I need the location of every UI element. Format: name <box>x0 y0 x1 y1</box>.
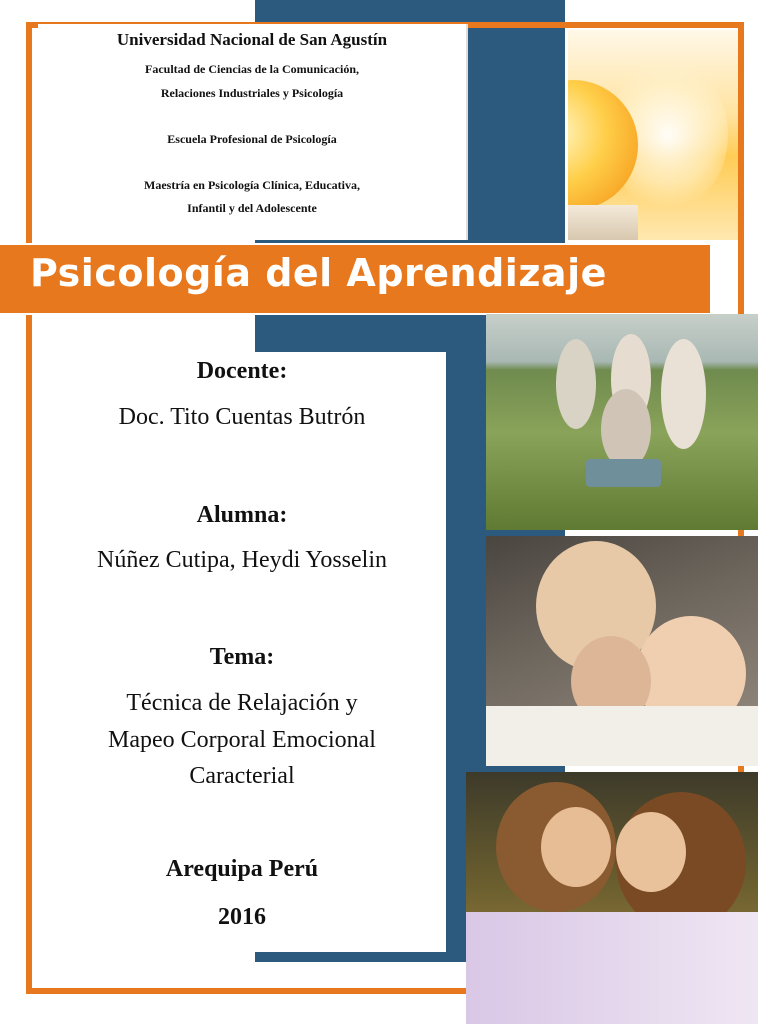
wagon-shape <box>586 459 661 487</box>
tema-line-1: Técnica de Relajación y <box>126 690 358 716</box>
alumna-label: Alumna: <box>196 502 288 528</box>
header-box <box>38 24 468 240</box>
smiling-children-photo <box>486 536 758 766</box>
girl-face <box>541 807 611 887</box>
title-banner <box>0 243 710 315</box>
child-figure <box>661 339 706 449</box>
tema-line-3: Caracterial <box>189 763 295 789</box>
docente-name: Doc. Tito Cuentas Butrón <box>118 404 366 430</box>
docente-label: Docente: <box>196 358 288 384</box>
content-box <box>38 352 446 952</box>
child-figure <box>601 389 651 469</box>
location: Arequipa Perú <box>165 856 319 882</box>
faculty-line-2: Relaciones Industriales y Psicología <box>160 86 344 100</box>
sunrise-photo <box>568 30 738 240</box>
school-name: Escuela Profesional de Psicología <box>167 132 337 146</box>
girl-face <box>616 812 686 892</box>
laughing-girls-photo <box>466 772 758 1024</box>
child-figure <box>556 339 596 429</box>
tema-label: Tema: <box>209 644 275 670</box>
clothing-shape <box>486 706 758 766</box>
clothing-shape <box>466 912 758 1024</box>
children-field-photo <box>486 314 758 530</box>
masters-line-1: Maestría en Psicología Clínica, Educativa, <box>144 178 360 192</box>
tema-line-2: Mapeo Corporal Emocional <box>108 727 376 753</box>
masters-line-2: Infantil y del Adolescente <box>187 201 317 215</box>
year: 2016 <box>218 904 266 930</box>
alumna-name: Núñez Cutipa, Heydi Yosselin <box>97 547 387 573</box>
document-title: Psicología del Aprendizaje <box>30 251 607 295</box>
cup-shape <box>568 205 638 240</box>
university-name: Universidad Nacional de San Agustín <box>116 30 388 49</box>
faculty-line-1: Facultad de Ciencias de la Comunicación, <box>144 62 359 76</box>
